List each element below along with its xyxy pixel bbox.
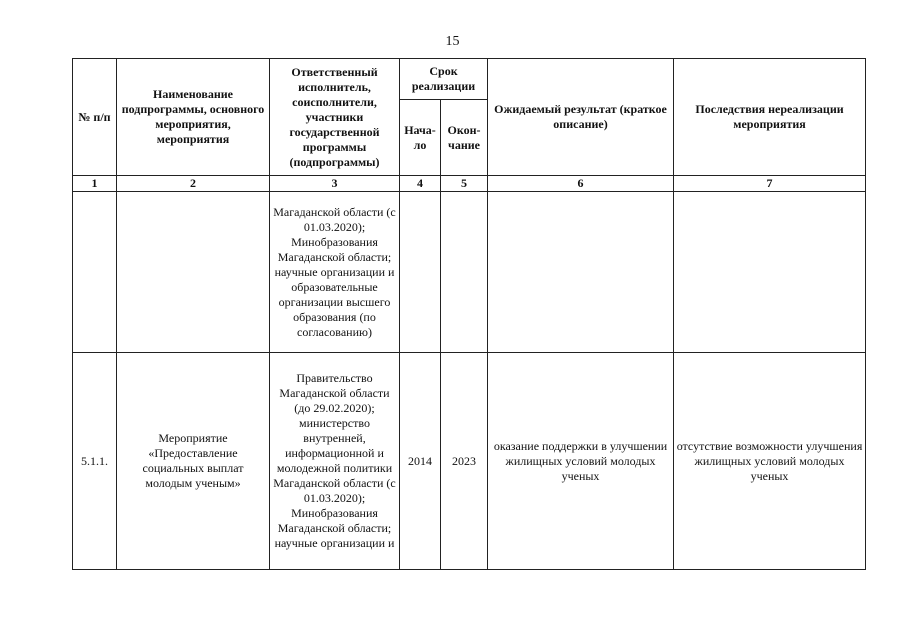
header-period: Срок реализации	[400, 59, 488, 100]
table-row	[73, 353, 866, 570]
header-end: Окон-чание	[441, 100, 488, 176]
header-start: Нача-ло	[400, 100, 441, 176]
header-result: Ожидаемый результат (краткое описание)	[488, 59, 674, 176]
row-responsible: Правительство Магаданской области (до 29.02.2020); министерство внутренней, информационной и молодежной политики Магаданской области (с 01.03.2020); Минобразования Магаданской области; научные организации и	[270, 353, 400, 570]
table-row	[73, 192, 866, 353]
row-consequences	[674, 192, 866, 353]
row-num: 5.1.1.	[73, 353, 117, 570]
header-consequences: Последствия нереализации мероприятия	[674, 59, 866, 176]
column-number: 7	[674, 176, 866, 192]
header-responsible: Ответственный исполнитель, соисполнители, участники государственной программы (подпрограммы)	[270, 59, 400, 176]
row-num	[73, 192, 117, 353]
row-name: Мероприятие «Предоставление социальных выплат молодым ученым»	[117, 353, 270, 570]
row-consequences: отсутствие возможности улучшения жилищных условий молодых ученых	[674, 353, 866, 570]
row-start: 2014	[400, 353, 441, 570]
row-responsible: Магаданской области (с 01.03.2020); Минобразования Магаданской области; научные организации и образовательные организации высшего образования (по согласованию)	[270, 192, 400, 353]
row-end	[441, 192, 488, 353]
column-number: 5	[441, 176, 488, 192]
row-name	[117, 192, 270, 353]
row-start	[400, 192, 441, 353]
row-end: 2023	[441, 353, 488, 570]
column-number: 1	[73, 176, 117, 192]
header-name: Наименование подпрограммы, основного мероприятия, мероприятия	[117, 59, 270, 176]
column-number: 2	[117, 176, 270, 192]
header-row-1	[73, 59, 866, 100]
column-number: 6	[488, 176, 674, 192]
column-number: 4	[400, 176, 441, 192]
row-result	[488, 192, 674, 353]
page-number: 15	[445, 34, 460, 49]
header-num: № п/п	[73, 59, 117, 176]
column-number: 3	[270, 176, 400, 192]
program-table	[72, 58, 866, 570]
column-number-row	[73, 176, 866, 192]
row-result: оказание поддержки в улучшении жилищных условий молодых ученых	[488, 353, 674, 570]
